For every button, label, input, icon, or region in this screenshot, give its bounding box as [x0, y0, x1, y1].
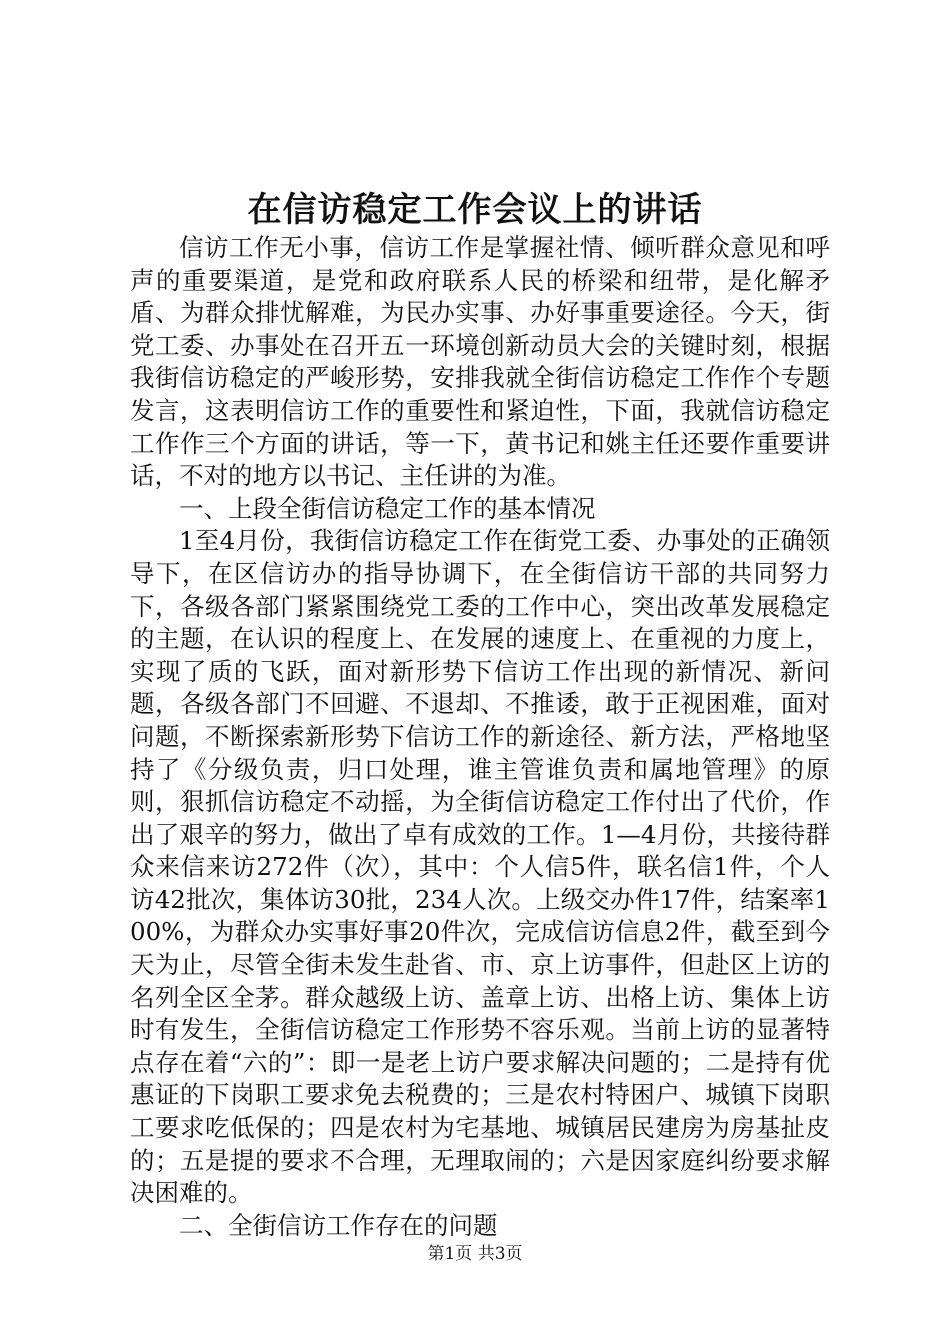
page-footer: 第1页 共3页	[427, 1244, 523, 1264]
section-heading-2: 二、全街信访工作存在的问题	[179, 1210, 498, 1240]
document-title: 在信访稳定工作会议上的讲话	[247, 190, 703, 230]
paragraph-intro: 信访工作无小事，信访工作是掌握社情、倾听群众意见和呼声的重要渠道，是党和政府联系人民的桥梁和纽带，是化解矛盾、为群众排忧解难，为民办实事、办好事重要途径。今天，街党工委、办事处在召开五一环境创新动员大会的关键时刻，根据我街信访稳定的严峻形势，安排我就全街信访稳定工作作个专题发言，这表明信访工作的重要性和紧迫性，下面，我就信访稳定工作作三个方面的讲话，等一下，黄书记和姚主任还要作重要讲话，不对的地方以书记、主任讲的为准。	[130, 233, 830, 491]
paragraph-basic-situation: 1至4月份，我街信访稳定工作在街党工委、办事处的正确领导下，在区信访办的指导协调下，在全街信访干部的共同努力下，各级各部门紧紧围绕党工委的工作中心，突出改革发展稳定的主题，在认识的程度上、在发展的速度上、在重视的力度上，实现了质的飞跃，面对新形势下信访工作出现的新情况、新问题，各级各部门不回避、不退却、不推诿，敢于正视困难，面对问题，不断探索新形势下信访工作的新途径、新方法，严格地坚持了《分级负责，归口处理，谁主管谁负责和属地管理》的原则，狠抓信访稳定不动摇，为全街信访稳定工作付出了代价，作出了艰辛的努力，做出了卓有成效的工作。1—4月份，共接待群众来信来访272件（次），其中：个人信5件，联名信1件，个人访42批次，集体访30批，234人次。上级交办件17件，结案率100%，为群众办实事好事20件次，完成信访信息2件，截至到今天为止，尽管全街未发生赴省、市、京上访事件，但赴区上访的名列全区全茅。群众越级上访、盖章上访、出格上访、集体上访时有发生，全街信访稳定工作形势不容乐观。当前上访的显著特点存在着“六的”：即一是老上访户要求解决问题的；二是持有优惠证的下岗职工要求免去税费的；三是农村特困户、城镇下岗职工要求吃低保的；四是农村为宅基地、城镇居民建房为房基扯皮的；五是提的要求不合理，无理取闹的；六是因家庭纠纷要求解决困难的。	[130, 526, 830, 1208]
document-body	[130, 232, 830, 1242]
section-heading-1: 一、上段全街信访稳定工作的基本情况	[179, 493, 596, 523]
